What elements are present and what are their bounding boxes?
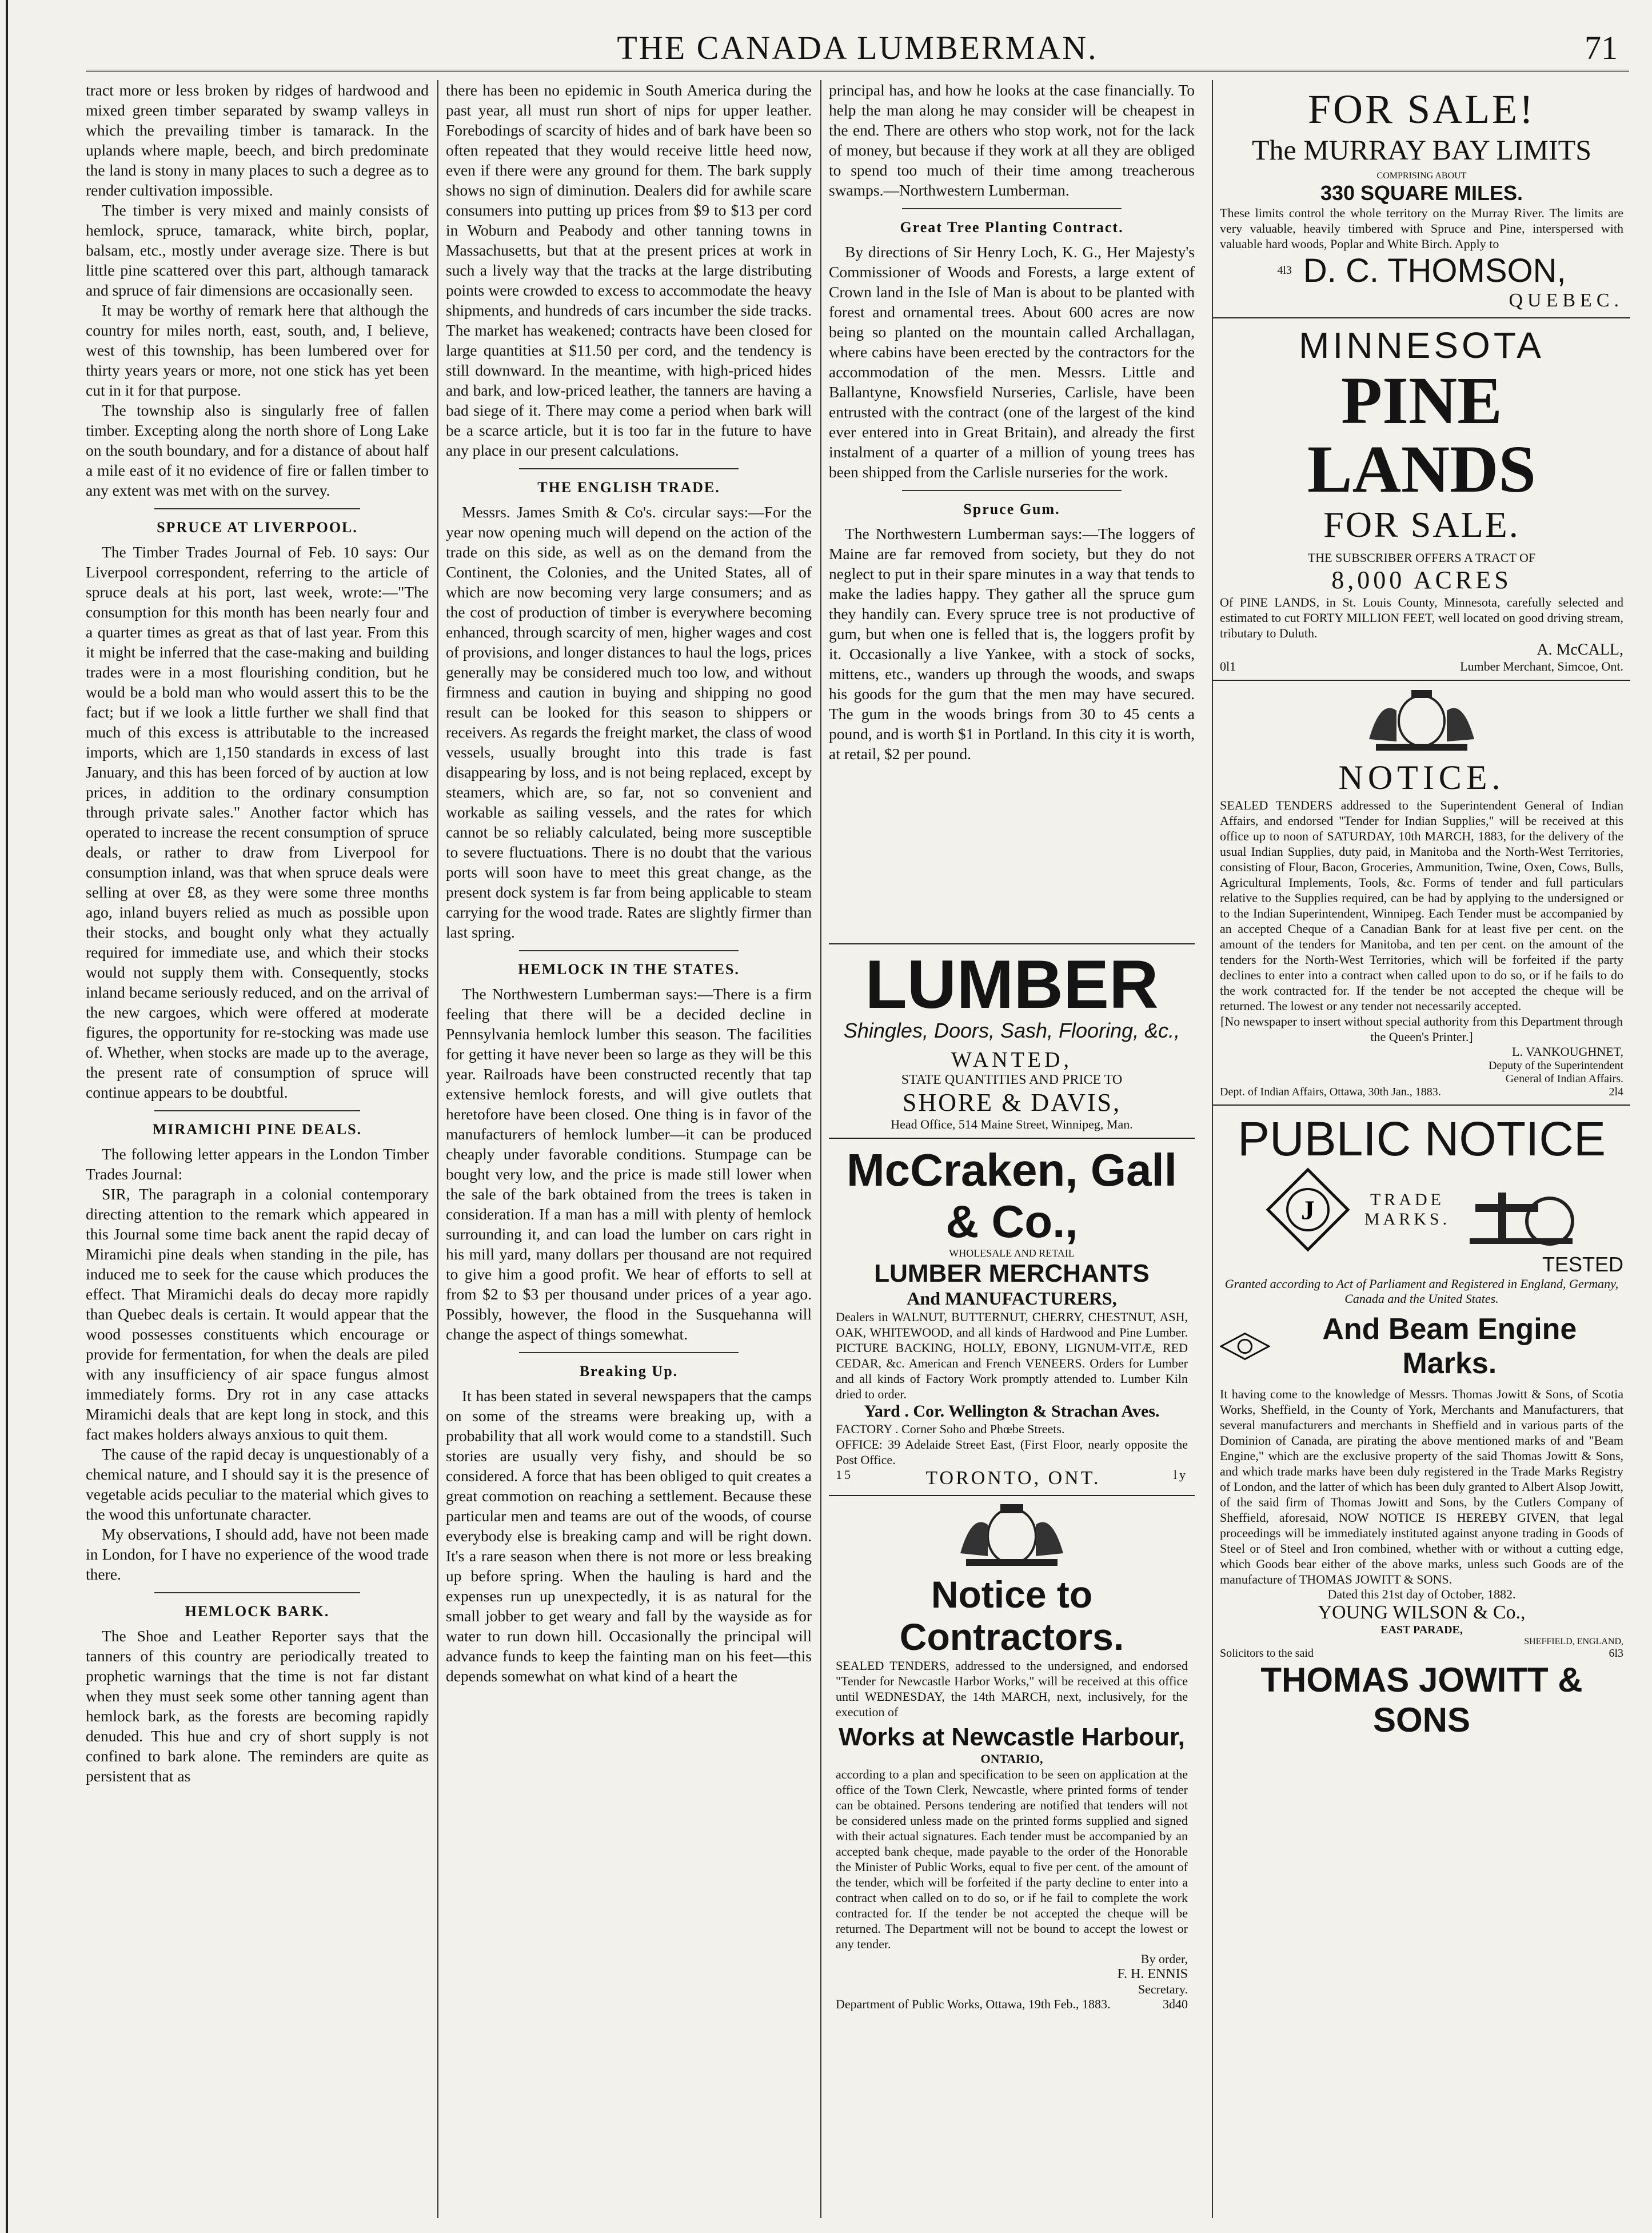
ad-text: OFFICE: 39 Adelaide Street East, (First Floor, nearly opposite the Post Office. xyxy=(836,1437,1188,1467)
ad-text: STATE QUANTITIES AND PRICE TO xyxy=(901,1072,1123,1087)
paragraph: The Northwestern Lumberman says:—There is a firm feeling that there will be a decided decline in Pennsylvania hemlock lumber this season. The facilities for getting it have never been so large as they will be this year. Railroads have been constructed recently that tap extensive hemlock forests, and will give outlets that heretofore have been closed. One thing is in favor of the manufacturers of hemlock lumber—it can be produced cheaply under favorable conditions. Stumpage can be bought very low, and the price is made still lower when the sale of the bark obtained from the trees is taken in consideration. If a man has a mill with plenty of hemlock surrounding it, and can load the lumber on cars right in his mill yard, many dollars per thousand are not required to give him a good profit. We hear of efforts to sell at from $2 to $3 per thousand under prices of a year ago. Possibly, however, the flood in the Susquehanna will change the aspect of things somewhat. xyxy=(446,985,812,1343)
ad-text: Deputy of the Superintendent xyxy=(1488,1059,1623,1072)
divider xyxy=(519,468,739,469)
ad-text: WHOLESALE AND RETAIL xyxy=(949,1247,1075,1259)
divider xyxy=(154,1592,360,1593)
column-3-ads xyxy=(829,943,1195,2017)
header-rule xyxy=(86,70,1629,72)
ad-signer: F. H. ENNIS xyxy=(1117,1967,1188,1981)
ad-signer: L. VANKOUGHNET, xyxy=(1512,1044,1623,1059)
ad-text: THE SUBSCRIBER OFFERS A TRACT OF xyxy=(1307,551,1536,565)
column-1 xyxy=(86,80,429,2218)
ad-text: EAST PARADE, xyxy=(1380,1624,1463,1636)
paragraph: The Shoe and Leather Reporter says that the tanners of this country are periodically treated to prophetic warnings that the time is not far distant when they must seek some other tanning agent than hemlock bark, as the forests are becoming rapidly denuded. This hue and cry of short supply is not confined to bark alone. The reminders are quite as persistent that as xyxy=(86,1627,429,1785)
paragraph: My observations, I should add, have not been made in London, for I have no experience of the wood trade there. xyxy=(86,1525,429,1583)
ad-body: Of PINE LANDS, in St. Louis County, Minnesota, carefully selected and estimated to cut FORTY MILLION FEET, well located on good driving stream, tributary to Duluth. xyxy=(1220,595,1623,640)
ad-ref: ly xyxy=(1173,1468,1188,1482)
ad-intro: SEALED TENDERS, addressed to the undersigned, and endorsed "Tender for Newcastle Harbor Works," will be received at this office until WEDNESDAY, the 14th MARCH, next, inclusively, for the execution of xyxy=(836,1658,1188,1719)
ad-firm: YOUNG WILSON & Co., xyxy=(1318,1602,1526,1623)
column-2 xyxy=(446,80,812,2218)
indian-affairs-notice-ad xyxy=(1213,681,1630,1106)
page-number: 71 xyxy=(1585,29,1618,66)
ad-title: Notice to Contractors. xyxy=(899,1573,1124,1658)
ad-text: 330 SQUARE MILES. xyxy=(1320,181,1523,205)
ad-text: Lumber Merchant, Simcoe, Ont. xyxy=(1460,659,1623,673)
ad-text: Secretary. xyxy=(1138,1982,1188,1996)
page-margin-rule xyxy=(6,0,8,2233)
ad-text: Granted according to Act of Parliament and Registered in England, Germany, Canada and the United States. xyxy=(1224,1277,1619,1306)
column-3 xyxy=(829,80,1195,938)
article-heading: Great Tree Planting Contract. xyxy=(900,219,1124,236)
ad-body: These limits control the whole territory on the Murray River. The limits are very valuable, heavily timbered with Spruce and Pine, interspersed with valuable hard woods, Poplar and White Birch. Apply to xyxy=(1220,206,1623,251)
ad-ref: 3d40 xyxy=(1163,1997,1188,2011)
j-diamond-trademark-icon xyxy=(1265,1167,1351,1253)
divider xyxy=(902,208,1122,209)
j-diamond-small-icon xyxy=(1220,1332,1270,1361)
column-rule xyxy=(820,80,821,2218)
j-letter: J xyxy=(1300,1195,1315,1226)
ad-city: TORONTO, ONT. xyxy=(925,1468,1101,1489)
ad-text: By order, xyxy=(1140,1952,1188,1966)
ads-column xyxy=(1212,80,1630,2218)
page-header xyxy=(86,23,1629,69)
paragraph: tract more or less broken by ridges of hardwood and mixed green timber separated by swamp valleys in which the prevailing timber is tamarack. In the uplands where maple, beech, and birch predominate the land is stony in many places to such a degree as to render cultivation impossible. xyxy=(86,81,429,199)
article-heading: Breaking Up. xyxy=(579,1363,679,1379)
ad-footer xyxy=(1220,659,1623,674)
royal-crest-icon xyxy=(949,1502,1075,1570)
ad-acres: 8,000 ACRES xyxy=(1331,566,1512,594)
article-heading: HEMLOCK IN THE STATES. xyxy=(518,961,740,978)
divider xyxy=(154,508,360,509)
ad-title: FOR SALE! xyxy=(1307,86,1536,132)
paragraph: The following letter appears in the London Timber Trades Journal: xyxy=(86,1145,429,1183)
ad-footer xyxy=(836,1468,1188,1489)
minnesota-ad xyxy=(1213,318,1630,681)
ad-text: FACTORY . Corner Soho and Phœbe Streets. xyxy=(836,1422,1065,1436)
ad-heading: And Beam Engine Marks. xyxy=(1322,1313,1577,1380)
ad-title: McCraken, Gall & Co., xyxy=(846,1145,1177,1247)
ad-tested: TESTED xyxy=(1542,1253,1623,1276)
ad-text: And MANUFACTURERS, xyxy=(907,1288,1117,1309)
article-heading: Spruce Gum. xyxy=(963,501,1060,517)
ad-text: ONTARIO, xyxy=(980,1752,1043,1766)
trade-mark-row xyxy=(1220,1167,1623,1253)
beam-engine-icon xyxy=(1464,1170,1578,1250)
ad-line: FOR SALE. xyxy=(1323,504,1520,545)
newspaper-title: THE CANADA LUMBERMAN. xyxy=(617,29,1098,66)
ad-text: Solicitors to the said xyxy=(1220,1647,1314,1660)
ad-title: PINE LANDS xyxy=(1307,363,1536,507)
ad-line: MINNESOTA xyxy=(1299,325,1545,366)
ad-text: Dept. of Indian Affairs, Ottawa, 30th Jan., 1883. xyxy=(1220,1086,1441,1098)
ad-title: NOTICE. xyxy=(1338,759,1505,796)
paragraph: there has been no epidemic in South America during the past year, all must run short of nips for upper leather. Forebodings of scarcity of hides and of bark have been so often repeated that they would receive little heed now, even if there were any ground for them. The bark supply shows no sign of diminution. Dealers did for awhile scare consumers into putting up prices from $9 to $13 per cord in Woburn and Peabody and other tanning towns in Massachusetts, but that at the present prices at work in such a lively way that the tracks at the large distributing points were crowded to excess to accommodate the heavy shipments, and hundreds of cars incumber the side tracks. The market has weakened; contracts have been closed for large quantities at $11.50 per cord, and the tendency is still downward. In the meantime, with high-priced hides and bark, and low-priced leather, the tanners are having a bad siege of it. There may come a period when bark will be a scarce article, but it is too far in the future to have any place in our present calculations. xyxy=(446,81,812,459)
ad-body: SEALED TENDERS addressed to the Superintendent General of Indian Affairs, and endorsed "Tender for Indian Supplies," will be received at this office up to noon of SATURDAY, 10th MARCH, 1883, for the delivery of the usual Indian Supplies, duty paid, in Manitoba and the North-West Territories, consisting of Flour, Bacon, Groceries, Ammunition, Twine, Oxen, Cows, Bulls, Agricultural Implements, Tools, &c. Forms of tender and full particulars relative to the Supplies required, can be had by applying to the undersigned or to the Indian Superintendent, Winnipeg. Each Tender must be accompanied by an accepted Cheque of a Canadian Bank for at least five per cent. on the amount of the tenders for Manitoba, and ten per cent. on the amount of the tenders for the North-West Territories, which will be forfeited if the party declines to enter into a contract when called upon to do so, or if he fails to do the work contracted for. If the tender be not accepted the cheque will be returned. The lowest or any tender not necessarily accepted. xyxy=(1220,798,1623,1013)
contractors-ad xyxy=(829,1496,1195,2017)
paragraph: The Timber Trades Journal of Feb. 10 says: Our Liverpool correspondent, referring to the article of spruce deals at his port, last week, wrote:—"The consumption for this month has been nearly four and a quarter times as great as that of last year. From this it might be inferred that the case-making and building trades were in a most flourishing condition, but he would be a bold man who would assert this to be the fact; but if we look a little further we shall find that much of this excess is attributable to the increased imports, which are 1,150 standards in excess of last January, and this has been forced of by auction at low prices, in addition to the ordinary consumption through private sales." Another factor which has operated to increase the recent consumption of spruce deals, or rather to draw from Liverpool for consumption inland, was that when spruce deals were selling at over £8, as they were some three months ago, inland buyers relied as much as possible upon their stocks, and bought only what they actually required for immediate use, and which their stocks would not supply them with. Consequently, stocks inland became seriously reduced, and on the arrival of the new cargoes, which were offered at moderate figures, the opportunity for re-stocking was made use of. Whether, when stocks are made up to the average, the present rate of consumption of spruce will continue appears to be doubtful. xyxy=(86,543,429,1101)
paragraph: principal has, and how he looks at the case financially. To help the man along he may consider will be cheapest in the end. There are others who stop work, not for the lack of money, but because if they work at all they are obliged to spend too much of their time among treacherous swamps.—Northwestern Lumberman. xyxy=(829,81,1195,199)
trade-marks-label xyxy=(1364,1190,1450,1229)
paragraph: Messrs. James Smith & Co's. circular says:—For the year now opening much will depend on the action of the trade on this side, as well as on the demand from the Continent, the Colonies, and the United States, all of which are now becoming very large consumers; and as the cost of production of timber is everywhere becoming enhanced, through scarcity of men, higher wages and cost of provisions, and longer distances to haul the logs, prices generally may be considered much too low, and without firmness and caution in buying and shipping no good result can be looked for this season to shippers or receivers. As regards the freight market, the class of wood vessels, usually brought into this trade is fast disappearing by loss, and is not being replaced, except by steamers, which are, so far, not so convenient and workable as sailing vessels, and the rates for which cannot be so reliably calculated, being more susceptible to severe fluctuations. There is no doubt that the various ports will soon have to meet this great change, as the present dock system is far from being applicable to steam carrying for the wood trade. Rates are slightly firmer than last spring. xyxy=(446,503,812,941)
ad-body: It having come to the knowledge of Messrs. Thomas Jowitt & Sons, of Scotia Works, Sheffield, in the County of York, Merchants and Manufacturers, that several manufacturers and merchants in Sheffield and in various parts of the Dominion of Canada, are pirating the above mentioned marks of and "Beam Engine," which are the exclusive property of the said Thomas Jowitt & Sons, and which trade marks have been duly registered in the Trade Marks Registry of London, and the latter of which has been duly granted to Albert Alsop Jowitt, of the said firm of Thomas Jowitt and Sons, by the Cutlers Company of Sheffield, aforesaid, NOW NOTICE IS HEREBY GIVEN, that legal proceedings will be immediately instituted against anyone trading in Goods of Steel or of Steel and Iron combined, whether with or without a cutting edge, which Goods bear either of the above marks, unless such Goods are of the manufacture of THOMAS JOWITT & SONS. xyxy=(1220,1387,1623,1586)
ad-subtitle: Shingles, Doors, Sash, Flooring, &c., xyxy=(843,1019,1180,1042)
paragraph: The township also is singularly free of fallen timber. Excepting along the north shore of Long Lake on the south boundary, and for a distance of about half a mile east of it no evidence of fire or fallen timber to any extent was met with on the survey. xyxy=(86,401,429,499)
paragraph: The Northwestern Lumberman says:—The loggers of Maine are far removed from society, but they do not neglect to put in their spare minutes in a way that tends to make the ladies happy. They gather all the spruce gum they handily can. Every spruce tree is not productive of gum, but when one is felled that is, the loggers profit by it. Occasionally a live Yankee, with a stock of socks, mittens, etc., wanders up through the woods, and swaps his goods for the gum that the men may have secured. The gum in the woods brings from 30 to 45 cents a pound, and is worth $1 in Portland. In this city it is worth, at retail, $2 per pound. xyxy=(829,525,1195,763)
article-heading: THE ENGLISH TRADE. xyxy=(537,479,720,496)
paragraph: It has been stated in several newspapers that the camps on some of the streams were breaking up, with a probability that all work would come to a standstill. Such stories are usually very fishy, and should be so considered. A force that has been obliged to quit creates a great commotion on reaching a settlement. Because these particular men and teams are out of the woods, of course everybody else is breaking camp and will be right down. It's a rare season when there is not more or less breaking up before spring. When the hauling is hard and the expenses run up unexpectedly, it is as natural for the small jobber to get weary and fall by the wayside as for water to run down hill. Occasionally the principal will advance funds to keep the fainting man on his feet—this depends somewhat on what kind of a heart the xyxy=(446,1387,812,1685)
column-rule xyxy=(437,80,438,2218)
for-sale-ad xyxy=(1213,80,1630,318)
ad-ref: 15 xyxy=(836,1468,853,1482)
ad-ref: 2l4 xyxy=(1609,1086,1623,1098)
ad-address: Head Office, 514 Maine Street, Winnipeg, Man. xyxy=(891,1117,1133,1131)
ad-text: Yard . Cor. Wellington & Strachan Aves. xyxy=(864,1402,1160,1421)
paragraph: SIR, The paragraph in a colonial contemporary directing attention to the remark which appeared in this Journal some time back anent the rapid decay of Miramichi pine deals when standing in the pile, has induced me to seek for the cause which produces the effect. That Miramichi deals do decay more rapidly than Quebec deals is certain. It would appear that the wood possesses constituents which encourage or provide for fermentation, for when the deals are piled with any insufficiency of air space fungus almost immediately forms. Dry rot in any case attacks Miramichi deals that are kept long in stock, and this fact makes holders always anxious to quit them. xyxy=(86,1185,429,1443)
paragraph: It may be worthy of remark here that although the country for miles north, east, south, and, I believe, west of this township, has been lumbered over for thirty years years or more, not one stick has yet been cut in it for that purpose. xyxy=(86,301,429,399)
article-heading: HEMLOCK BARK. xyxy=(185,1603,330,1620)
ad-title: PUBLIC NOTICE xyxy=(1237,1112,1606,1166)
ad-note: [No newspaper to insert without special authority from this Department through the Queen's Printer.] xyxy=(1220,1014,1623,1044)
ad-solicitors xyxy=(1220,1647,1623,1660)
royal-crest-icon xyxy=(1359,687,1485,755)
ad-subtitle: The MURRAY BAY LIMITS xyxy=(1251,134,1592,166)
ad-footer xyxy=(1220,252,1623,290)
beam-engine-marks-line xyxy=(1220,1312,1623,1381)
ad-wanted: WANTED, xyxy=(951,1048,1072,1072)
ad-name: D. C. THOMSON, xyxy=(1303,252,1566,289)
ad-city: QUEBEC. xyxy=(1509,290,1623,311)
article-heading: SPRUCE AT LIVERPOOL. xyxy=(157,519,358,536)
ad-ref: 4l3 xyxy=(1277,264,1292,277)
ad-text: Dated this 21st day of October, 1882. xyxy=(1327,1587,1516,1601)
ad-body: Dealers in WALNUT, BUTTERNUT, CHERRY, CHESTNUT, ASH, OAK, WHITEWOOD, and all kinds of Hardwood and Pine Lumber. PICTURE BACKING, HOLLY, EBONY, LIGNUM-VITÆ, RED CEDAR, &c. American and French VENEERS. Orders for Lumber and all kinds of Factory Work promptly attended to. Lumber Kiln dried to order. xyxy=(836,1310,1188,1401)
article-heading: MIRAMICHI PINE DEALS. xyxy=(152,1121,362,1138)
divider xyxy=(902,490,1122,491)
ad-text: General of Indian Affairs. xyxy=(1505,1072,1623,1085)
ad-body: according to a plan and specification to be seen on application at the office of the Town Clerk, Newcastle, where printed forms of tender can be obtained. Persons tendering are notified that tenders will not be considered unless made on the printed forms supplied and signed with their actual signatures. Each tender must be accompanied by an accepted bank cheque, made payable to the order of the Honorable the Minister of Public Works, equal to five per cent. of the amount of the tender, which will be forfeited if the party decline to enter into a contract when called on to do so, or if he fail to complete the work contracted for. If the tender be not accepted the cheque will be returned. The Department will not be bound to accept the lowest or any tender. xyxy=(836,1767,1188,1951)
lumber-wanted-ad xyxy=(829,943,1195,1139)
ad-text: SHEFFIELD, ENGLAND, xyxy=(1524,1637,1623,1646)
ad-text: LUMBER MERCHANTS xyxy=(874,1259,1150,1287)
public-notice-ad xyxy=(1213,1106,1630,1746)
divider xyxy=(519,1352,739,1353)
ad-heading: Works at Newcastle Harbour, xyxy=(839,1723,1185,1751)
mccraken-ad xyxy=(829,1139,1195,1496)
ad-title: LUMBER xyxy=(865,946,1159,1023)
ad-text: TRADE xyxy=(1370,1190,1444,1209)
ad-text: MARKS. xyxy=(1364,1210,1451,1229)
ad-footer-title: THOMAS JOWITT & SONS xyxy=(1260,1661,1583,1739)
ad-footer xyxy=(836,1997,1188,2012)
ad-firm: SHORE & DAVIS, xyxy=(902,1088,1122,1116)
divider xyxy=(154,1110,360,1111)
paragraph: The timber is very mixed and mainly consists of hemlock, spruce, tamarack, white birch, poplar, balsam, etc., mostly under average size. There is but little pine scattered over this part, although tamarack and spruce of fair dimensions are occasionally seen. xyxy=(86,201,429,299)
ad-text: COMPRISING ABOUT xyxy=(1376,171,1467,181)
paragraph: The cause of the rapid decay is unquestionably of a chemical nature, and I should say it is the presence of vegetable acids peculiar to the material which gives to the wood this unfortunate character. xyxy=(86,1445,429,1523)
ad-ref: 0l1 xyxy=(1220,659,1236,673)
ad-name: A. McCALL, xyxy=(1537,641,1623,659)
divider xyxy=(519,950,739,951)
ad-text: Department of Public Works, Ottawa, 19th Feb., 1883. xyxy=(836,1997,1111,2011)
paragraph: By directions of Sir Henry Loch, K. G., Her Majesty's Commissioner of Woods and Forests, a large extent of Crown land in the Isle of Man is about to be planted with forest and ornamental trees. About 600 acres are now being so planted on the mountain called Archallagan, where cabins have been erected by the contractors for the accommodation of the men. Messrs. Little and Ballantyne, Knowsfield Nurseries, Carlisle, have been entrusted with the contract (one of the largest of the kind ever entered into in Great Britain), and already the first instalment of a quarter of a million of young trees has been shipped from the Carlisle nurseries for the work. xyxy=(829,243,1195,481)
ad-footer xyxy=(1220,1086,1623,1099)
ad-ref: 6l3 xyxy=(1609,1647,1623,1660)
